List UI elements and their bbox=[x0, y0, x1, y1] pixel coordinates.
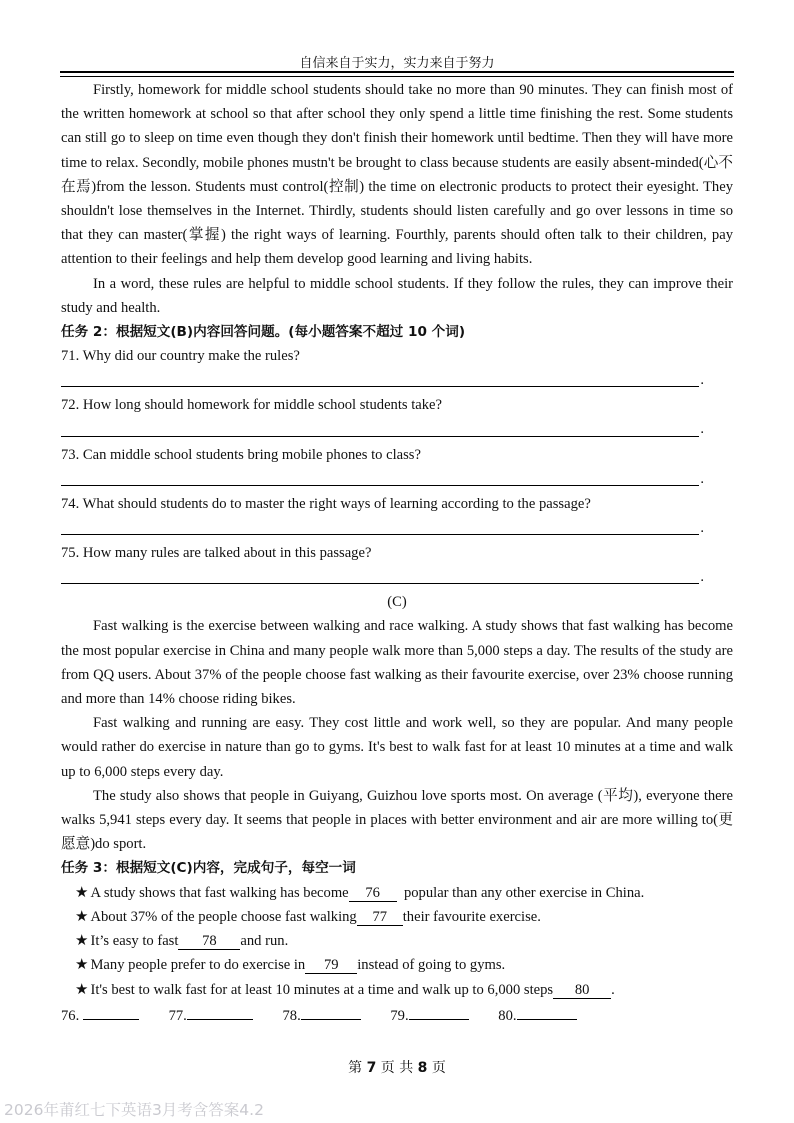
fill-sentence-79 bbox=[61, 953, 733, 977]
footer-total-pages: 8 bbox=[417, 1060, 428, 1076]
header-rule-thick bbox=[60, 71, 734, 73]
blank-80[interactable]: 80 bbox=[553, 982, 611, 999]
fill-sentence-78 bbox=[61, 929, 733, 953]
passage-c-paragraph-3: The study also shows that people in Guiyang, Guizhou love sports most. On average (平均), everyone there walks 5,941 steps every day. It seems that people in places with better environment and air are more willing to(更愿意)do sport. bbox=[61, 787, 733, 853]
answer-blank-79[interactable] bbox=[409, 1005, 469, 1020]
task2-title: 任务 2：根据短文(B)内容回答问题。(每小题答案不超过 10 个词) bbox=[61, 324, 466, 341]
star-icon: ★ bbox=[75, 933, 89, 950]
fill-sentence-77 bbox=[61, 905, 733, 929]
footer-pre: 第 bbox=[348, 1060, 363, 1076]
answer-label-79: 79. bbox=[390, 1007, 409, 1024]
star-icon: ★ bbox=[75, 884, 89, 901]
footer-page-number: 7 bbox=[366, 1060, 377, 1076]
answer-blank-78[interactable] bbox=[301, 1005, 361, 1020]
answer-blank-76[interactable] bbox=[83, 1005, 139, 1020]
blank-79[interactable]: 79 bbox=[305, 957, 357, 974]
sentence-text: instead of going to gyms. bbox=[357, 957, 506, 974]
fill-sentence-80 bbox=[61, 978, 733, 1002]
answer-label-80: 80. bbox=[498, 1007, 517, 1024]
sentence-text: popular than any other exercise in China. bbox=[403, 884, 645, 901]
answer-label-78: 78. bbox=[282, 1007, 301, 1024]
passage-c-paragraph-2: Fast walking and running are easy. They cost little and work well, so they are popular. And many people would rather do exercise in nature than go to gyms. It's best to walk fast for at least 10 minutes at a time and walk up to 6,000 steps every day. bbox=[61, 715, 733, 780]
sentence-text: their favourite exercise. bbox=[402, 908, 541, 925]
answer-label-76: 76. bbox=[61, 1007, 80, 1024]
answer-line-74[interactable] bbox=[61, 516, 699, 535]
answer-line-73[interactable] bbox=[61, 467, 699, 486]
answer-line-71[interactable] bbox=[61, 368, 699, 387]
star-icon: ★ bbox=[75, 981, 89, 998]
question-73: 73. Can middle school students bring mobile phones to class? bbox=[61, 446, 421, 463]
question-75: 75. How many rules are talked about in this passage? bbox=[61, 545, 372, 562]
passage-b-paragraph-2: In a word, these rules are helpful to middle school students. If they follow the rules, they can improve their study and health. bbox=[61, 275, 733, 316]
sentence-text: A study shows that fast walking has become bbox=[90, 884, 349, 901]
question-71: 71. Why did our country make the rules? bbox=[61, 348, 300, 365]
answer-line-72[interactable] bbox=[61, 418, 699, 437]
footer-mid: 页 共 bbox=[380, 1060, 414, 1076]
task3-title: 任务 3：根据短文(C)内容，完成句子，每空一词 bbox=[61, 860, 356, 877]
watermark-text: 2026年莆红七下英语3月考含答案4.2 bbox=[4, 1101, 264, 1119]
blank-78[interactable]: 78 bbox=[178, 933, 240, 950]
answer-line-75[interactable] bbox=[61, 565, 699, 584]
passage-c-label: (C) bbox=[387, 594, 407, 611]
answer-blank-80[interactable] bbox=[517, 1005, 577, 1020]
star-icon: ★ bbox=[75, 957, 89, 974]
page-content bbox=[61, 78, 733, 1028]
sentence-text: It’s easy to fast bbox=[90, 933, 179, 950]
star-icon: ★ bbox=[75, 908, 89, 925]
page-footer bbox=[0, 1057, 794, 1077]
question-72: 72. How long should homework for middle school students take? bbox=[61, 397, 443, 414]
answer-blank-77[interactable] bbox=[187, 1005, 253, 1020]
answer-label-77: 77. bbox=[168, 1007, 187, 1024]
header-rule-thin bbox=[60, 76, 734, 77]
answer-blanks-row bbox=[61, 1004, 733, 1028]
fill-sentence-76 bbox=[61, 881, 733, 905]
passage-b-paragraph-1: Firstly, homework for middle school students should take no more than 90 minutes. They can finish most of the written homework at school so that after school they only spend a little time finishing the rest. Some students can still go to sleep on time even though they don't finish their homework until bedtime. Then they will have more time to relax. Secondly, mobile phones mustn't be brought to class because students are easily absent-minded(心不在焉)from the lesson. Students must control(控制) the time on electronic products to protect their eyesight. They shouldn't lose themselves in the Internet. Thirdly, students should listen carefully and go over lessons in time so that they can master(掌握) the right ways of learning. Fourthly, parents should often talk to their children, pay attention to their feelings and help them develop good learning and living habits. bbox=[61, 82, 733, 268]
passage-c-paragraph-1: Fast walking is the exercise between walking and race walking. A study shows that fast walking has become the most popular exercise in China and many people walk more than 5,000 steps a day. The results of the study are from QQ users. About 37% of the people choose fast walking as their favourite exercise, over 23% choose running and more than 14% choose riding bikes. bbox=[61, 618, 733, 708]
page-header-title: 自信来自于实力，实力来自于努力 bbox=[299, 56, 495, 71]
sentence-text: It's best to walk fast for at least 10 minutes at a time and walk up to 6,000 steps bbox=[90, 981, 554, 998]
sentence-text: About 37% of the people choose fast walking bbox=[90, 908, 357, 925]
footer-post: 页 bbox=[431, 1060, 446, 1076]
blank-76[interactable]: 76 bbox=[349, 885, 397, 902]
question-74: 74. What should students do to master the right ways of learning according to the passage? bbox=[61, 495, 591, 512]
sentence-text: and run. bbox=[240, 933, 289, 950]
blank-77[interactable]: 77 bbox=[357, 909, 403, 926]
sentence-text: . bbox=[611, 981, 615, 998]
sentence-text: Many people prefer to do exercise in bbox=[90, 957, 306, 974]
